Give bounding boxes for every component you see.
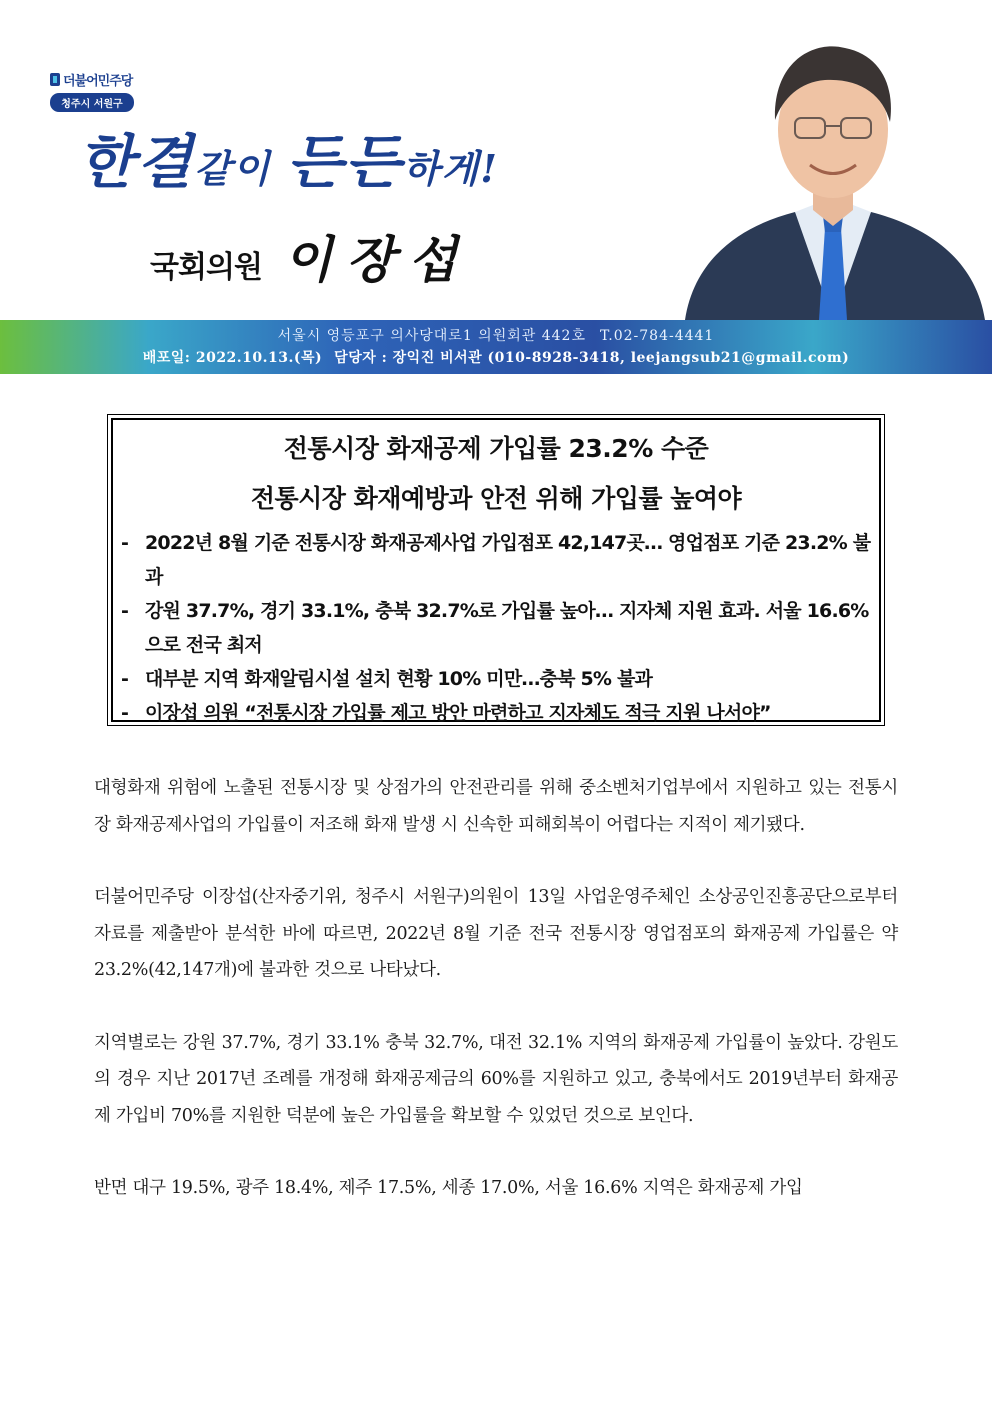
office-phone: T.02-784-4441 <box>599 328 715 344</box>
release-date: 배포일: 2022.10.13.(목) <box>142 350 323 366</box>
summary-bullet: - 이장섭 의원 “전통시장 가입률 제고 방안 마련하고 지자체도 적극 지원 나서야” <box>121 696 871 730</box>
bullet-dash: - <box>121 702 129 724</box>
body-paragraph: 더불어민주당 이장섭(산자중기위, 청주시 서원구)의원이 13일 사업운영주체인 소상공인진흥공단으로부터 자료를 제출받아 분석한 바에 따르면, 2022년 8월 기준 전국 전통시장 영업점포의 화재공제 가입률은 약 23.2%(42,147개)에 불과한 것으로 나타났다. <box>94 887 898 980</box>
bullet-dash: - <box>121 668 129 690</box>
party-district: 청주시 서원구 <box>50 93 134 112</box>
member-role: 국회의원 <box>150 250 262 285</box>
party-name: 더불어민주당 <box>63 74 133 89</box>
press-contact: 담당자 : 장익진 비서관 (010-8928-3418, leejangsub21@gmail.com) <box>334 350 850 366</box>
headline-title-2: 전통시장 화재예방과 안전 위해 가입률 높여야 <box>250 484 742 513</box>
summary-bullet: - 강원 37.7%, 경기 33.1%, 충북 32.7%로 가입률 높아… 지자체 지원 효과. 서울 16.6%으로 전국 최저 <box>121 594 871 662</box>
body-paragraph: 대형화재 위험에 노출된 전통시장 및 상점가의 안전관리를 위해 중소벤처기업부에서 지원하고 있는 전통시장 화재공제사업의 가입률이 저조해 화재 발생 시 신속한 피해회복이 어렵다는 지적이 제기됐다. <box>94 778 898 835</box>
headline-title-1: 전통시장 화재공제 가입률 23.2% 수준 <box>283 434 709 463</box>
slogan-part-2: 같이 <box>194 146 287 191</box>
headline-box <box>107 414 885 726</box>
slogan-part-1: 한결 <box>78 128 195 196</box>
summary-bullets <box>121 526 871 730</box>
member-name: 이장섭 <box>283 230 471 289</box>
summary-bullet: - 대부분 지역 화재알림시설 설치 현황 10% 미만…충북 5% 불과 <box>121 662 871 696</box>
member-title <box>150 220 471 292</box>
article-body <box>94 770 898 1243</box>
slogan-part-4: 하게! <box>402 146 499 191</box>
letterhead <box>0 0 992 375</box>
contact-info-bar <box>0 320 992 374</box>
summary-bullet: - 2022년 8월 기준 전통시장 화재공제사업 가입점포 42,147곳… 영업점포 기준 23.2% 불과 <box>121 526 871 594</box>
party-mark-icon <box>50 73 60 86</box>
bullet-dash: - <box>121 600 129 622</box>
body-paragraph: 지역별로는 강원 37.7%, 경기 33.1% 충북 32.7%, 대전 32.1% 지역의 화재공제 가입률이 높았다. 강원도의 경우 지난 2017년 조례를 개정해 화재공제금의 60%를 지원하고 있고, 충북에서도 2019년부터 화재공제 가입비 70%를 지원한 덕분에 높은 가입률을 확보할 수 있었던 것으로 보인다. <box>94 1032 898 1126</box>
party-logo <box>50 70 142 112</box>
office-address: 서울시 영등포구 의사당대로1 의원회관 442호 <box>277 328 586 344</box>
bullet-dash: - <box>121 532 129 554</box>
slogan-part-3: 든든 <box>286 128 403 196</box>
slogan <box>78 115 499 199</box>
body-paragraph: 반면 대구 19.5%, 광주 18.4%, 제주 17.5%, 세종 17.0%, 서울 16.6% 지역은 화재공제 가입 <box>94 1178 803 1198</box>
portrait-photo <box>675 0 992 320</box>
